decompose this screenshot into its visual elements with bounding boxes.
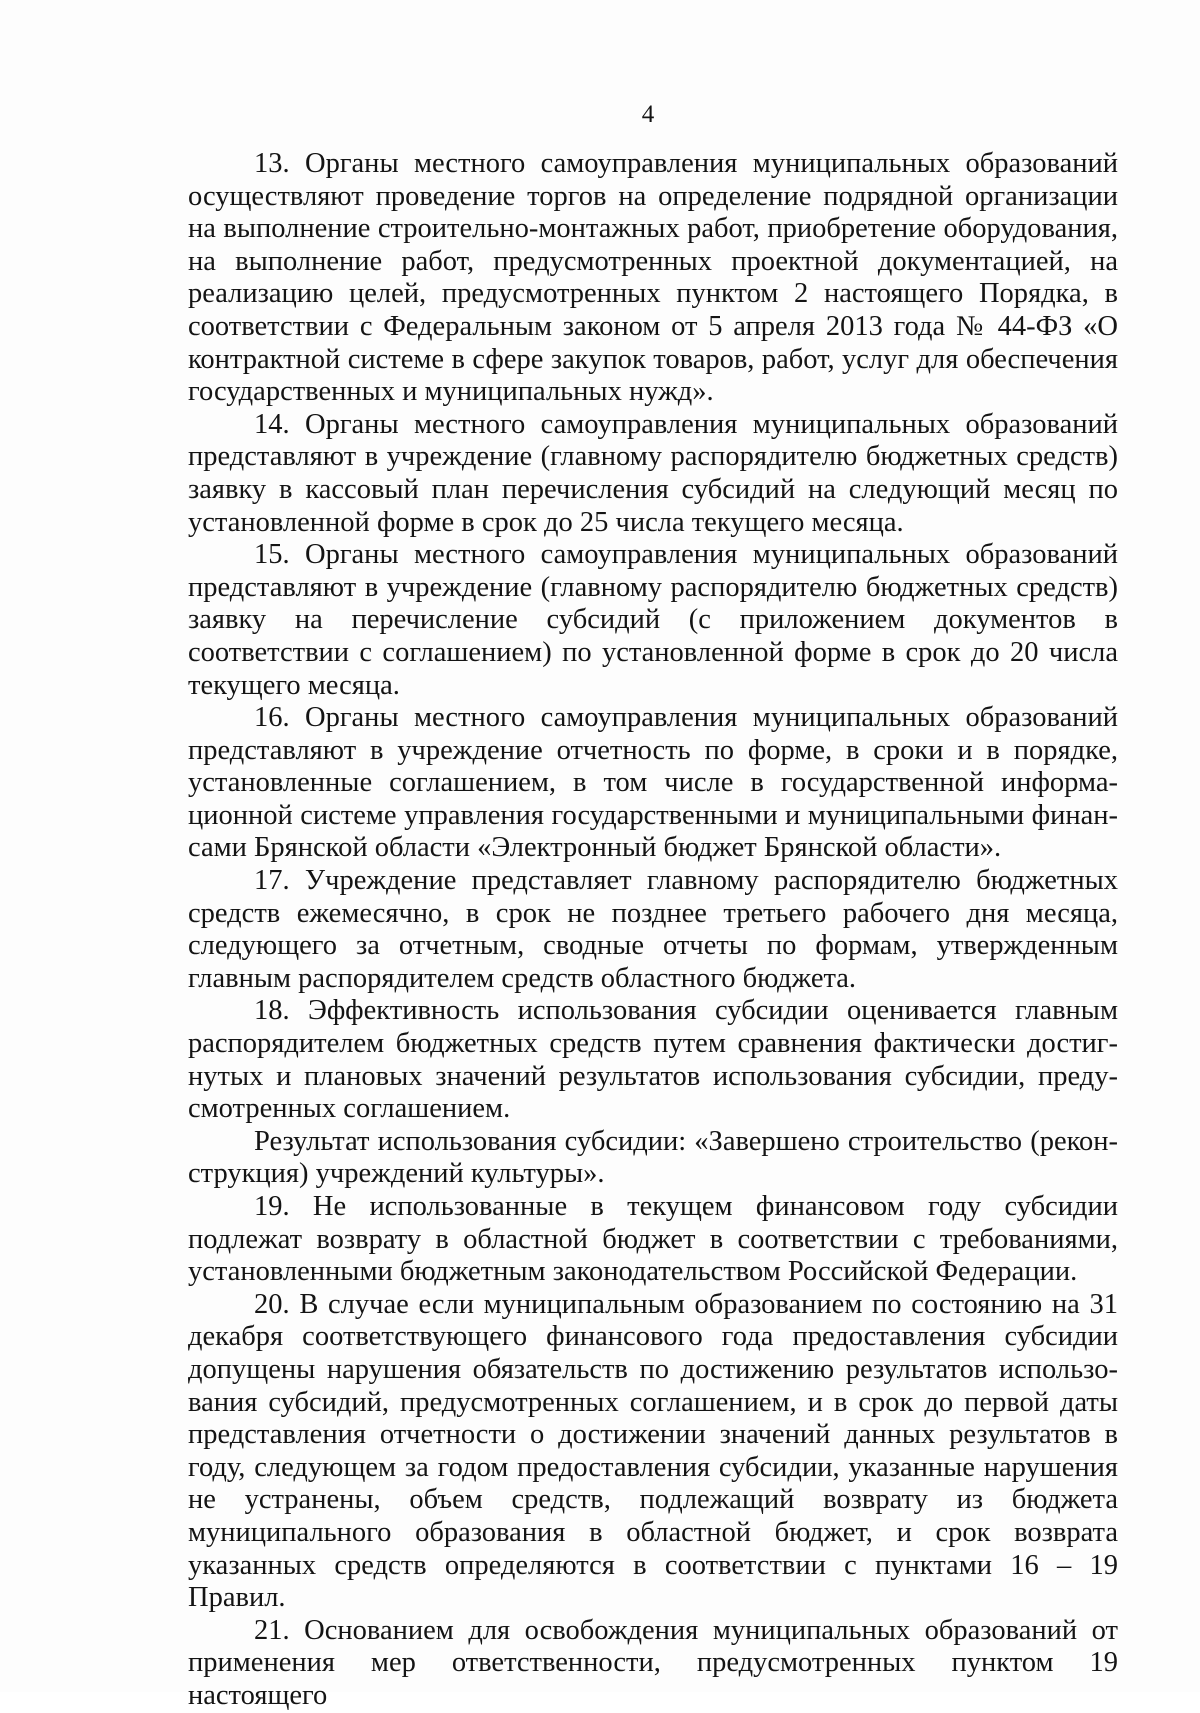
paragraph-15: 15. Органы местного самоуправления муниципальных образований представляют в учреждение (главному распорядителю бюджетных средств) заявку на перечисление субсидий (с приложением документов в соответствии с соглашением) по установленной форме в срок до 20 числа текущего месяца. xyxy=(188,539,1118,701)
page-number: 4 xyxy=(641,101,655,128)
paragraph-20: 20. В случае если муниципальным образованием по состоянию на 31 декабря соответствующего финансового года предоставления субсидии допущены нарушения обязательств по достижению результатов использования субсидий, предусмотренных соглашением, и в срок до первой даты представления отчетности о достижении значений данных результатов в году, следующем за годом предоставления субсидии, указанные нарушения не устранены, объем средств, подлежащий возврату из бюджета муниципального образования в областной бюджет, и срок возврата указанных средств определяются в соответствии с пунктами 16 – 19 Правил. xyxy=(188,1288,1118,1614)
paragraph-17: 17. Учреждение представляет главному распорядителю бюджетных средств ежемесячно, в срок не позднее третьего рабочего дня месяца, следующего за отчетным, сводные отчеты по формам, утвержденным главным распорядителем средств областного бюджета. xyxy=(188,865,1118,994)
paragraph-16: 16. Органы местного самоуправления муниципальных образований представляют в учреждение отчетность по форме, в сроки и в порядке, установленные соглашением, в том числе в государственной информационной системе управления государственными и муниципальными финансами Брянской области «Электронный бюджет Брянской области». xyxy=(188,702,1118,864)
paragraph-19: 19. Не использованные в текущем финансовом году субсидии подлежат возврату в областной бюджет в соответствии с требованиями, установленными бюджетным законодательством Российской Федерации. xyxy=(188,1191,1118,1288)
paragraph-14: 14. Органы местного самоуправления муниципальных образований представляют в учреждение (главному распорядителю бюджетных средств) заявку в кассовый план перечисления субсидий на следующий месяц по установленной форме в срок до 25 числа текущего месяца. xyxy=(188,408,1118,538)
paragraph-18: 18. Эффективность использования субсидии оценивается главным распорядителем бюджетных средств путем сравнения фактически достигнутых и плановых значений результатов использования субсидии, предусмотренных соглашением. xyxy=(188,995,1118,1125)
paragraph-21: 21. Основанием для освобождения муниципальных образований от применения мер ответственности, предусмотренных пунктом 19 настоящего xyxy=(188,1614,1118,1711)
paragraph-result: Результат использования субсидии: «Завершено строительство (реконструкция) учреждений культуры». xyxy=(188,1125,1118,1190)
document-body xyxy=(188,148,1118,1713)
paragraph-13: 13. Органы местного самоуправления муниципальных образований осуществляют проведение торгов на определение подрядной организации на выполнение строительно-монтажных работ, приобретение оборудования, на выполнение работ, предусмотренных проектной документацией, на реализацию целей, предусмотренных пунктом 2 настоящего Порядка, в соответствии с Федеральным законом от 5 апреля 2013 года № 44-ФЗ «О контрактной системе в сфере закупок товаров, работ, услуг для обеспечения государственных и муниципальных нужд». xyxy=(188,148,1118,408)
